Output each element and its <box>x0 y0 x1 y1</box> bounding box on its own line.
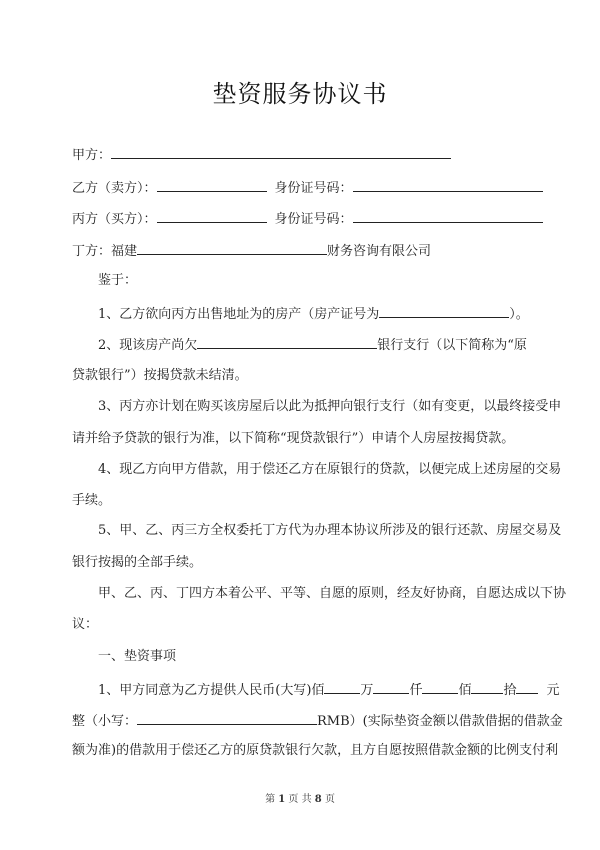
amount-shi-blank <box>471 680 503 694</box>
section-1-para-line2 <box>72 711 563 731</box>
party-yi-label: 乙方（卖方）： <box>72 181 157 196</box>
unit-yuan: 元 <box>546 683 560 698</box>
party-yi-line <box>72 178 543 198</box>
party-jia-label: 甲方： <box>72 148 112 163</box>
party-ding-suffix: 财务咨询有限公司 <box>327 244 432 259</box>
party-jia-line <box>72 145 451 165</box>
amount-small-suffix: RMB）(实际垫资金额以借款借据的借款金 <box>317 714 563 729</box>
party-bing-name-blank <box>157 209 267 223</box>
whereas-heading: 鉴于： <box>98 273 138 288</box>
footer-ye-total: 页 共 <box>288 794 312 805</box>
unit-bai: 佰 <box>458 683 472 698</box>
footer-ye: 页 <box>324 794 335 805</box>
clause-2-text: 2、现该房产尚欠 <box>98 338 198 353</box>
unit-wan: 万 <box>360 683 374 698</box>
amount-bai-blank <box>422 680 458 694</box>
page-footer <box>0 790 600 805</box>
party-yi-name-blank <box>157 178 267 192</box>
clause-3-line2: 请并给予贷款的银行为准，以下简称“现贷款银行”）申请个人房屋按揭贷款。 <box>72 431 515 446</box>
agreement-line1: 甲、乙、丙、丁四方本着公平、平等、自愿的原则，经友好协商，自愿达成以下协 <box>98 586 567 601</box>
party-bing-label: 丙方（买方）： <box>72 212 157 227</box>
amount-wan-blank <box>324 680 360 694</box>
document-title: 垫资服务协议书 <box>212 80 388 108</box>
unit-shi: 拾 <box>503 683 517 698</box>
clause-2-blank <box>197 335 377 349</box>
clause-5-line2: 银行按揭的全部手续。 <box>72 555 203 570</box>
party-yi-id-label: 身份证号码： <box>274 181 353 196</box>
amount-capital-label: 1、甲方同意为乙方提供人民币(大写)佰 <box>98 683 325 698</box>
clause-5-line1: 5、甲、乙、丙三方全权委托丁方代为办理本协议所涉及的银行还款、房屋交易及 <box>98 523 562 538</box>
amount-yuan-blank <box>516 680 538 694</box>
section-1-para-line3: 额为准)的借款用于偿还乙方的原贷款银行欠款，且方自愿按照借款金额的比例支付利 <box>72 743 559 758</box>
clause-4-line1: 4、现乙方向甲方借款，用于偿还乙方在原银行的贷款，以便完成上述房屋的交易 <box>98 462 562 477</box>
page-number: 1 <box>278 794 286 805</box>
party-yi-id-blank <box>353 178 543 192</box>
amount-qian-blank <box>373 680 409 694</box>
party-jia-blank <box>111 145 451 159</box>
party-bing-line <box>72 209 543 229</box>
unit-qian: 仟 <box>409 683 423 698</box>
clause-1-blank <box>379 304 509 318</box>
clause-4-line2: 手续。 <box>72 493 112 508</box>
section-1-para-line1 <box>98 680 560 700</box>
party-ding-line <box>72 241 431 261</box>
clause-2-end: 银行支行（以下简称为“原 <box>377 338 527 353</box>
agreement-line2: 议： <box>72 617 99 632</box>
party-ding-label: 丁方：福建 <box>72 244 138 259</box>
clause-3-line1: 3、丙方亦计划在购买该房屋后以此为抵押向银行支行（如有变更，以最终接受申 <box>98 399 562 414</box>
party-bing-id-label: 身份证号码： <box>274 212 353 227</box>
clause-1 <box>98 304 529 324</box>
total-pages: 8 <box>314 794 322 805</box>
party-bing-id-blank <box>353 209 543 223</box>
footer-di: 第 <box>265 794 276 805</box>
amount-small-blank <box>137 711 317 725</box>
clause-2 <box>98 335 527 355</box>
section-1-heading: 一、垫资事项 <box>98 649 177 664</box>
amount-small-label: 整（小写： <box>72 714 138 729</box>
clause-1-end: ）。 <box>509 307 529 322</box>
party-ding-blank <box>137 241 327 255</box>
clause-2-line2: 贷款银行”）按揭贷款未结清。 <box>72 368 248 383</box>
clause-1-text: 1、乙方欲向丙方出售地址为的房产（房产证号为 <box>98 307 380 322</box>
